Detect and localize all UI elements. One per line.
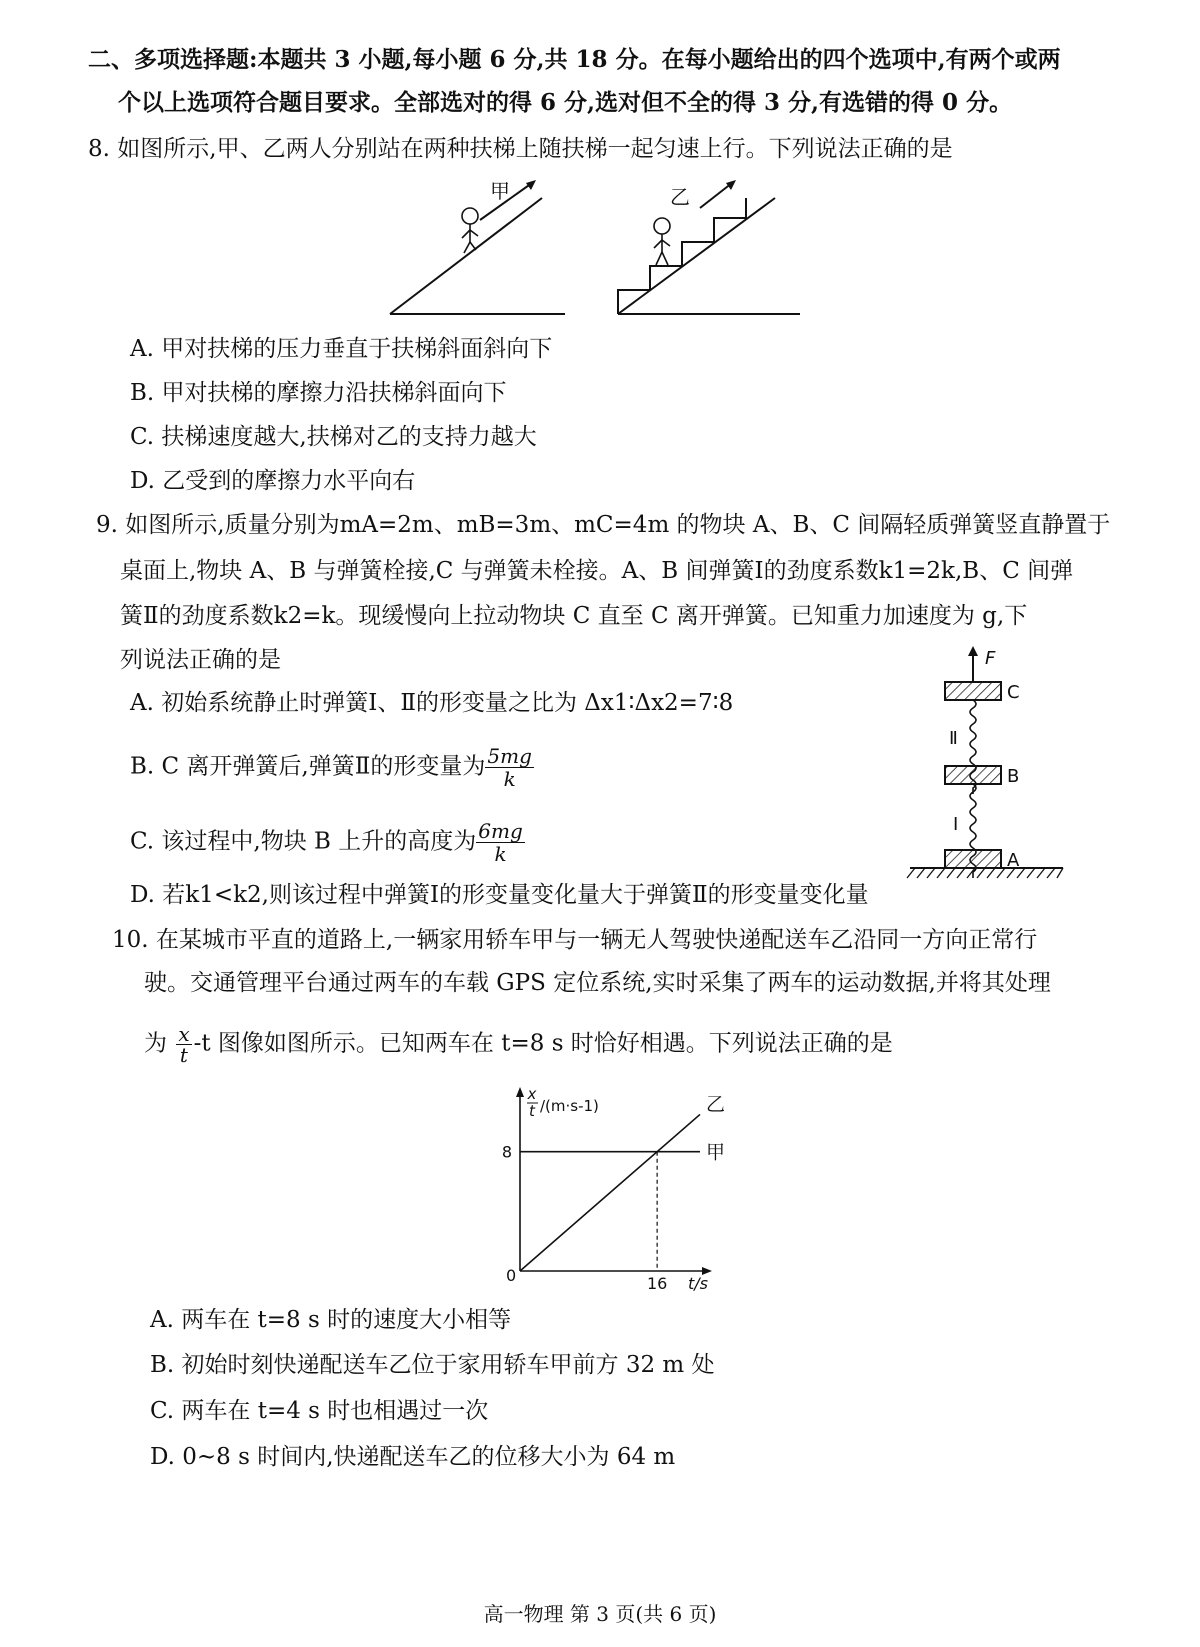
- q10-stem-line1: 10. 在某城市平直的道路上,一辆家用轿车甲与一辆无人驾驶快递配送车乙沿同一方向正常行: [112, 927, 1038, 953]
- force-label: F: [985, 648, 996, 669]
- series-label-1: 乙: [706, 1093, 726, 1116]
- q9-option-c-text: C. 该过程中,物块 B 上升的高度为: [130, 828, 477, 855]
- q9-option-b-fraction: [485, 745, 534, 790]
- q10-option-c: C. 两车在 t=4 s 时也相遇过一次: [150, 1398, 489, 1424]
- section-heading-line2: 个以上选项符合题目要求。全部选对的得 6 分,选对但不全的得 3 分,有选错的得 0 分。: [118, 89, 1013, 116]
- fraction-numerator: x: [178, 1022, 190, 1046]
- ground-hatching: [907, 868, 1063, 878]
- block-a: [945, 850, 1001, 868]
- label-jia: 甲: [490, 179, 510, 203]
- block-b: [945, 766, 1001, 784]
- block-c: [945, 682, 1001, 700]
- block-a-label: A: [1007, 850, 1020, 871]
- fraction-denominator: k: [503, 767, 516, 791]
- label-yi: 乙: [670, 185, 690, 209]
- fraction-numerator: 6mg: [478, 819, 523, 843]
- q10-option-a: A. 两车在 t=8 s 时的速度大小相等: [150, 1307, 512, 1333]
- q9-option-b: [130, 745, 534, 790]
- y-label-unit: /(m·s-1): [540, 1097, 599, 1115]
- smooth-escalator-diagram: [390, 179, 565, 314]
- q8-escalator-figure: [380, 168, 820, 328]
- stepped-escalator-diagram: [618, 180, 800, 314]
- q10-option-d: D. 0~8 s 时间内,快递配送车乙的位移大小为 64 m: [150, 1444, 676, 1470]
- q10-stem-suffix: -t 图像如图所示。已知两车在 t=8 s 时恰好相遇。下列说法正确的是: [193, 1030, 893, 1057]
- q10-stem-line2: 驶。交通管理平台通过两车的车载 GPS 定位系统,实时采集了两车的运动数据,并将其处理: [144, 970, 1051, 996]
- fraction-numerator: 5mg: [487, 744, 532, 768]
- q9-option-b-text: B. C 离开弹簧后,弹簧Ⅱ的形变量为: [130, 753, 486, 780]
- spring-1-label: Ⅰ: [953, 814, 959, 835]
- q10-xt-chart: [480, 1085, 740, 1295]
- q9-stem-line2: 桌面上,物块 A、B 与弹簧栓接,C 与弹簧未栓接。A、B 间弹簧Ⅰ的劲度系数k1=2k,B、C 间弹: [120, 558, 1074, 584]
- page-footer: 高一物理 第 3 页(共 6 页): [483, 1602, 717, 1626]
- fraction-denominator: k: [494, 842, 507, 866]
- spring-2-label: Ⅱ: [949, 728, 958, 749]
- q9-option-a: A. 初始系统静止时弹簧Ⅰ、Ⅱ的形变量之比为 Δx1∶Δx2=7∶8: [130, 690, 734, 716]
- y-tick-label: 8: [501, 1142, 512, 1162]
- series-line-1: [520, 1114, 700, 1271]
- q8-option-d: D. 乙受到的摩擦力水平向右: [130, 468, 416, 494]
- origin-label: 0: [506, 1266, 517, 1285]
- q10-stem-prefix: 为: [144, 1030, 167, 1057]
- q9-option-d: D. 若k1<k2,则该过程中弹簧Ⅰ的形变量变化量大于弹簧Ⅱ的形变量变化量: [130, 882, 869, 908]
- q10-stem-fraction: [176, 1024, 191, 1065]
- q8-stem: 8. 如图所示,甲、乙两人分别站在两种扶梯上随扶梯一起匀速上行。下列说法正确的是: [88, 136, 953, 162]
- q8-option-a: A. 甲对扶梯的压力垂直于扶梯斜面斜向下: [130, 336, 553, 362]
- q10-stem-line3: [144, 1024, 893, 1065]
- q10-option-b: B. 初始时刻快递配送车乙位于家用轿车甲前方 32 m 处: [150, 1352, 715, 1378]
- series-label-0: 甲: [706, 1141, 726, 1164]
- q9-spring-figure: [905, 640, 1070, 885]
- y-axis-arrow: [516, 1087, 524, 1097]
- fraction-denominator: t: [179, 1043, 188, 1067]
- q9-option-c: [130, 820, 525, 865]
- q9-stem-line4: 列说法正确的是: [120, 647, 281, 673]
- block-c-label: C: [1007, 682, 1020, 703]
- q9-stem-line1: 9. 如图所示,质量分别为mA=2m、mB=3m、mC=4m 的物块 A、B、C 间隔轻质弹簧竖直静置于: [96, 512, 1111, 538]
- y-label-den: t: [529, 1102, 535, 1120]
- q8-option-c: C. 扶梯速度越大,扶梯对乙的支持力越大: [130, 424, 537, 450]
- q8-option-b: B. 甲对扶梯的摩擦力沿扶梯斜面向下: [130, 380, 507, 406]
- y-label-num: x: [527, 1085, 537, 1103]
- x-label: t/s: [688, 1274, 708, 1293]
- section-heading-line1: 二、多项选择题:本题共 3 小题,每小题 6 分,共 18 分。在每小题给出的四个选项中,有两个或两: [88, 46, 1061, 73]
- x-tick-label: 16: [646, 1274, 668, 1293]
- block-b-label: B: [1007, 766, 1020, 787]
- q9-option-c-fraction: [476, 820, 525, 865]
- q9-stem-line3: 簧Ⅱ的劲度系数k2=k。现缓慢向上拉动物块 C 直至 C 离开弹簧。已知重力加速度为 g,下: [120, 603, 1028, 629]
